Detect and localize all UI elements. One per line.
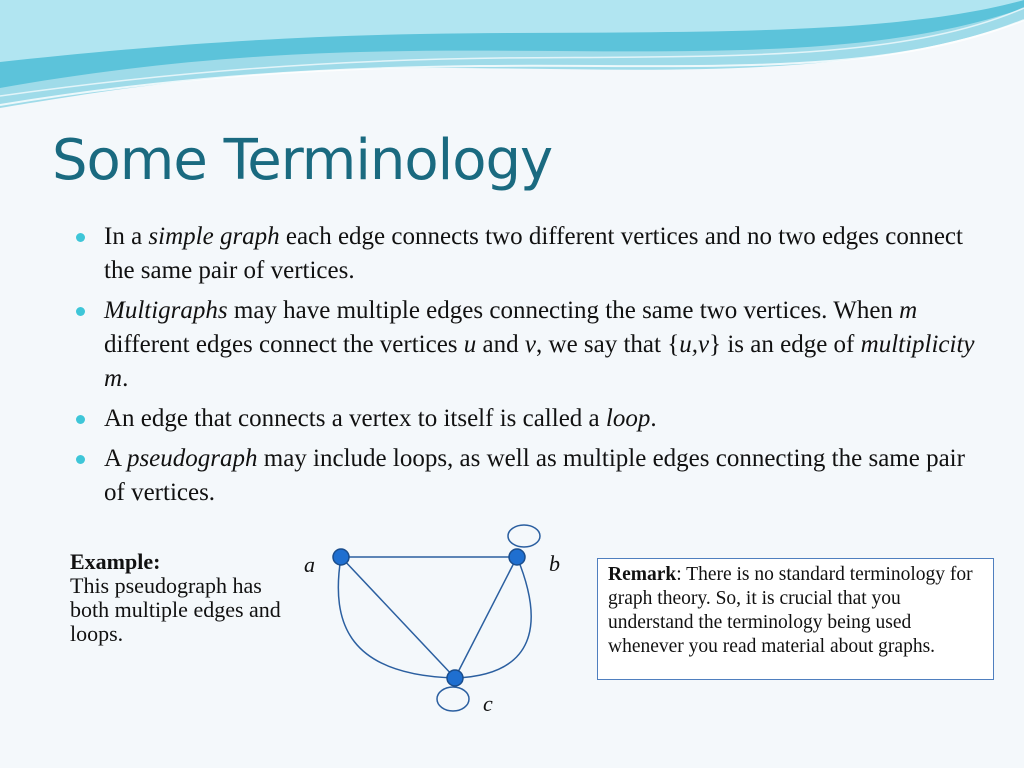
bullet-text: In a <box>104 223 149 250</box>
vertex-label-b: b <box>549 551 560 576</box>
emphasis-term: Multigraphs <box>104 297 228 324</box>
emphasis-term: u,v <box>679 331 710 358</box>
bullet-text: , we say that { <box>536 331 680 358</box>
bullet-text: different edges connect the vertices <box>104 331 464 358</box>
loop-b <box>508 525 540 547</box>
emphasis-term: multiplicity m <box>104 331 975 392</box>
vertex-b <box>509 549 525 565</box>
emphasis-term: u <box>463 331 477 358</box>
bullet-list <box>104 220 984 516</box>
bullet-dot-icon <box>76 307 85 316</box>
bullet-item <box>104 220 984 288</box>
bullet-dot-icon <box>76 415 85 424</box>
example-body: This pseudograph has both multiple edges and loops. <box>70 573 281 646</box>
bullet-dot-icon <box>76 233 85 242</box>
bullet-text: An edge that connects a vertex to itself is called a <box>104 405 606 432</box>
emphasis-term: pseudograph <box>126 445 258 472</box>
bullet-text: . <box>650 405 657 432</box>
bullet-item <box>104 442 984 510</box>
bullet-text: . <box>122 365 129 392</box>
vertex-c <box>447 670 463 686</box>
bullet-text: may include loops, as well as multiple edges connecting the same pair of vertices. <box>104 445 965 506</box>
bullet-text: } is an edge of <box>709 331 861 358</box>
emphasis-term: loop <box>605 405 651 432</box>
bullet-item <box>104 294 984 396</box>
emphasis-term: m <box>899 297 918 324</box>
edge-b-c <box>455 557 517 678</box>
emphasis-term: v <box>524 331 537 358</box>
header-wave-decoration <box>0 0 1024 120</box>
remark-text: : There is no standard terminology for graph theory. So, it is crucial that you understand the terminology being used whenever you read material about graphs. <box>608 564 973 657</box>
edge-b-c-curved <box>455 557 531 678</box>
emphasis-term: simple graph <box>148 223 280 250</box>
bullet-text: each edge connects two different vertices and no two edges connect the same pair of vertices. <box>104 223 963 284</box>
remark-box <box>597 558 994 680</box>
slide-title: Some Terminology <box>52 128 553 193</box>
vertex-label-a: a <box>304 552 315 577</box>
bullet-text: may have multiple edges connecting the same two vertices. When <box>227 297 900 324</box>
remark-label: Remark <box>608 564 677 585</box>
vertex-label-c: c <box>483 691 493 716</box>
pseudograph-diagram <box>290 515 580 725</box>
bullet-text: A <box>104 445 127 472</box>
vertex-a <box>333 549 349 565</box>
edge-a-c <box>341 557 455 678</box>
loop-c <box>437 687 469 711</box>
bullet-item <box>104 402 984 436</box>
example-label: Example: <box>70 549 161 574</box>
example-text <box>70 550 290 646</box>
bullet-dot-icon <box>76 455 85 464</box>
bullet-text: and <box>476 331 525 358</box>
